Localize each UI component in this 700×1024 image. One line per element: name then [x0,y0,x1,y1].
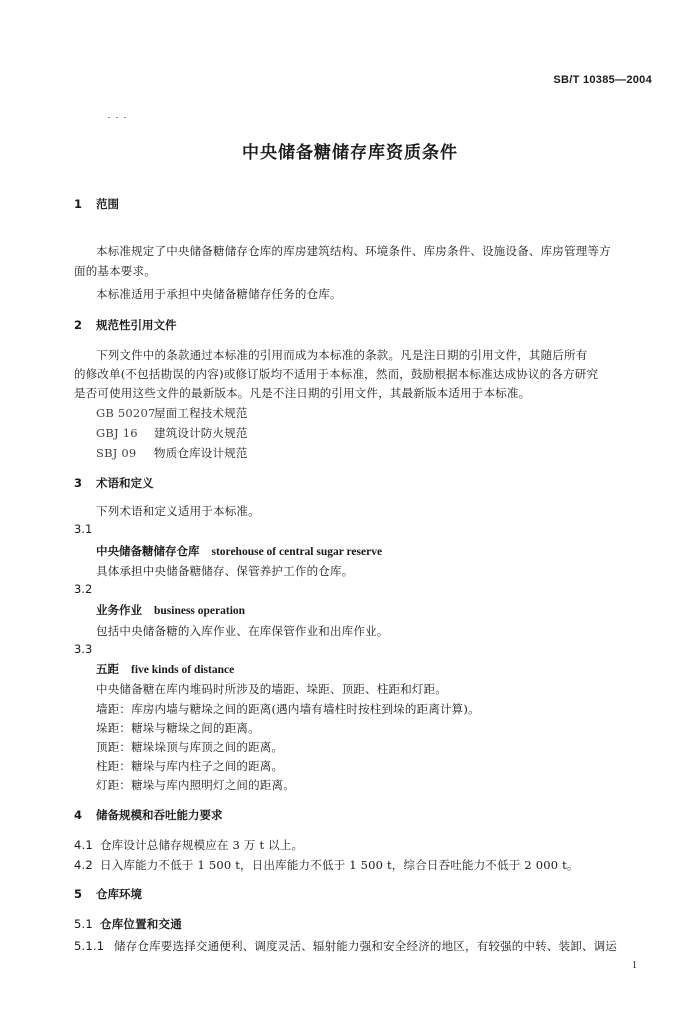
distance-item: 顶距：糖垛垛顶与库顶之间的距离。 [96,740,284,754]
clause-number: 3.1 [74,522,93,536]
section-heading-2 [74,317,177,333]
reference-code: GBJ 16 [96,426,138,440]
reference-title: 屋面工程技术规范 [154,406,248,420]
section-title: 术语和定义 [96,476,154,490]
paragraph-line: 本标准适用于承担中央储备糖储存任务的仓库。 [96,287,342,301]
distance-item: 灯距：糖垛与库内照明灯之间的距离。 [96,778,295,792]
section-number: 2 [74,318,83,332]
paragraph-line: 本标准规定了中央储备糖储存仓库的库房建筑结构、环境条件、库房条件、设施设备、库房管理等方 [96,244,611,258]
term-heading [96,602,245,618]
clause-number: 4.1 [74,838,93,852]
clause-number: 5.1.1 [74,939,105,953]
term-cn: 五距 [96,662,119,676]
distance-item: 墙距：库房内墙与糖垛之间的距离(遇内墙有墙柱时按柱到垛的距离计算)。 [96,702,480,716]
clause-text: 仓库位置和交通 [100,917,182,931]
section-heading-3 [74,475,154,491]
term-definition: 包括中央储备糖的入库作业、在库保管作业和出库作业。 [96,624,389,638]
page-number: 1 [632,960,637,971]
paragraph-line: 面的基本要求。 [74,264,156,278]
term-cn: 业务作业 [96,603,142,617]
clause-text: 仓库设计总储存规模应在 3 万 t 以上。 [100,838,304,852]
term-en: business operation [154,605,246,617]
term-heading [96,661,234,677]
section-number: 5 [74,887,83,901]
term-en: five kinds of distance [131,664,235,676]
term-definition: 具体承担中央储备糖储存、保管养护工作的仓库。 [96,564,354,578]
clause [74,857,579,873]
reference-item [96,445,248,461]
clause-number: 3.2 [74,582,93,596]
clause-number: 4.2 [74,858,93,872]
section-title: 范围 [96,197,119,211]
clause-number: 5.1 [74,917,93,931]
standard-number: SB/T 10385—2004 [553,74,652,86]
clause [74,938,617,954]
section-title: 储备规模和吞吐能力要求 [96,808,223,822]
term-cn: 中央储备糖储存仓库 [96,544,200,558]
clause-text: 日入库能力不低于 1 500 t，日出库能力不低于 1 500 t，综合日吞吐能力不低于 2 000 t。 [100,858,579,872]
section-heading-4 [74,807,223,823]
clause-text: 储存仓库要选择交通便利、调度灵活、辐射能力强和安全经济的地区，有较强的中转、装卸、调运 [114,939,618,953]
paragraph-line: 的修改单(不包括勘误的内容)或修订版均不适用于本标准，然而，鼓励根据本标准达成协议的各方研究 [74,367,599,381]
section-number: 1 [74,197,83,211]
clause [74,916,182,932]
term-heading [96,543,382,559]
distance-item: 垛距：糖垛与糖垛之间的距离。 [96,721,260,735]
reference-item [96,425,248,441]
section-title: 仓库环境 [96,887,142,901]
document-title: 中央储备糖储存库资质条件 [242,143,458,163]
section-number: 4 [74,808,83,822]
section-number: 3 [74,476,83,490]
reference-item [96,405,248,421]
term-en: storehouse of central sugar reserve [211,546,383,558]
section-title: 规范性引用文件 [96,318,177,332]
reference-code: GB 50207 [96,406,156,420]
distance-item: 柱距：糖垛与库内柱子之间的距离。 [96,759,284,773]
paragraph-line: 是否可使用这些文件的最新版本。凡是不注日期的引用文件，其最新版本适用于本标准。 [74,386,531,400]
reference-title: 物质仓库设计规范 [154,446,248,460]
section-heading-1 [74,196,119,212]
reference-code: SBJ 09 [96,446,137,460]
clause [74,837,303,853]
section-heading-5 [74,886,142,902]
paragraph-line: 下列术语和定义适用于本标准。 [96,504,260,518]
clause-number: 3.3 [74,642,93,656]
paragraph-line: 下列文件中的条款通过本标准的引用而成为本标准的条款。凡是注日期的引用文件，其随后所有 [96,348,588,362]
reference-title: 建筑设计防火规范 [154,426,248,440]
term-definition: 中央储备糖在库内堆码时所涉及的墙距、垛距、顶距、柱距和灯距。 [96,682,447,696]
